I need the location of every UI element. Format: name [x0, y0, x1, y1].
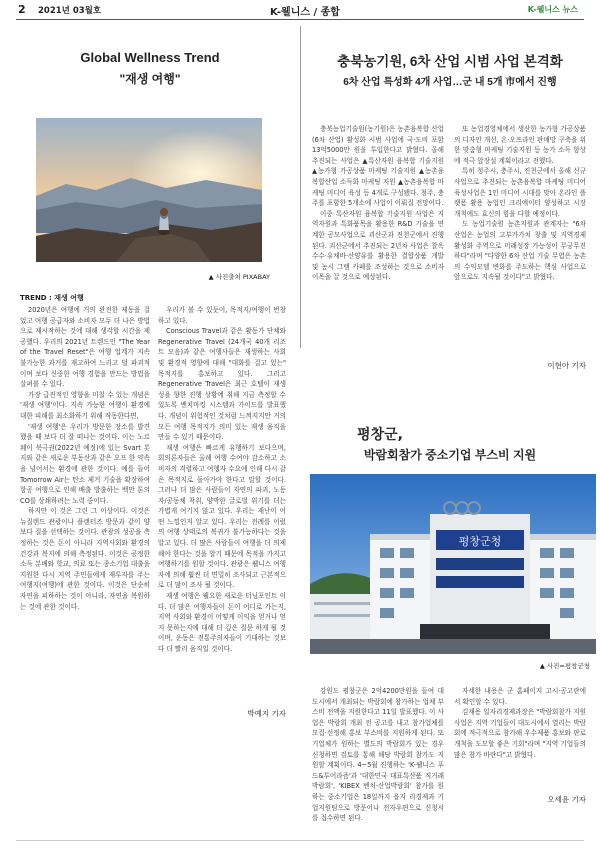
photo-caption: ▲ 사진출처 PIXABAY	[208, 273, 270, 281]
right-top-title: 충북농기원, 6차 산업 시범 사업 본격화	[337, 54, 563, 69]
paragraph: 재생 여행은 빠르게 유행하기 보다으며, 회의론자들은 올해 여행 수여야 감소하고 소비자의 격렬하고 여행자 수요에 인해 다시 같은 목적지로 돌아가야 한다고 말할 것이다. 그러나 더 많은 사람들이 자연의 파괴, 노동자/공동체 착취, 양박한 글로벌 위기를 더는 가볍게 여기지 않고 있다. 우리는 재난이 어떤 느낌인지 알고 있다. 우리는 전례를 이렀의 여행 상태로의 복귀가 불가능하다는 것을 알고 있다. 더 많은 사람들이 여행을 더 의제해야 한다는 것을 알기 때문에 목적을 가지고 여행하기를 원할 것이다. 관광은 웰니스 여행자에 의해 훨씬 더 면밀히 조사되고 근본적으로 더 많이 조사 될 것이다.	[158, 443, 286, 590]
left-col2	[158, 305, 286, 655]
right-top-col2	[454, 124, 586, 283]
right-top-col1	[312, 124, 444, 283]
page-number: 2	[18, 3, 26, 16]
left-col1	[20, 305, 150, 612]
article-tag: TREND : 재생 여행	[20, 294, 84, 302]
paragraph: 이중 특산자원 융복합 기술지원 사업은 지역자원과 특화품목을 활용한 R&D 기술을 연계한 공모사업으로 괴산군과 진천군에서 진행된다. 괴산군에서 추진되는 2년차 사업은 찰옥수수·유채바·산양유를 활용한 결합상품 개발 및 농시 그램 카페를 조성하는 것으로 소비자 이목을 끌 것으로 예상된다.	[312, 209, 444, 282]
paragraph: 강원도 평창군은 2억4200만원을 들여 대도시에서 개최되는 박람회에 참가하는 업체 부스비 전액을 지원한다고 11일 발표했다. 이 사업은 박람회 개최 전 공고를 내고 참가업체를 모집·선정해 홍보 부스비를 지원하게 된다. 또 기업체가 원하는 별도의 박람회가 있는 경우 신청하면 검토를 통해 해당 박람회 참가도 지원할 계획이다. 4~5월 진행하는 'K-웰니스 푸드&투어라즘'과 '대한민국 대표특산품 직거래 박람회', 'KIBEX 벤처·산업박람회' 참가를 원하는 중소기업은 18일까지 읍지 리경제과 기업지원팀으로 방문이나 전자우편으로 신청서를 접수하면 된다.	[312, 687, 444, 823]
section-title: K-웰니스 / 종합	[270, 7, 340, 18]
paragraph: 하지만 이 것은 그린 그 이상이다. 이것은 뉴질랜드 관광이나 플랜터즈 방문과 같이 양보다 질을 선택하는 것이다. 관광의 성공을 측정하는 것은 돈이 아니라 지역사회와 환경의 건강과 복지에 의해 측정된다. 이것은 공정한 소득 분배와 학교, 의료 또는 종소기업 대출을 지원한 다시 지역 주민들에게 재투자를 주는 여행지(여행)에 관한 것이다. 이것은 단순히 자연을 피하하는 것이 아니라, 자연을 복원하는 것에 관한 것이다.	[20, 507, 150, 611]
travel-photo	[36, 118, 262, 262]
right-top-byline: 이현아 기자	[547, 361, 586, 370]
left-article-title: Global Wellness Trend	[80, 50, 220, 65]
issue-date: 2021년 03월호	[38, 6, 102, 16]
right-top-subtitle: 6차 산업 특성화 4개 사업…군 내 5개 市에서 진행	[343, 77, 557, 88]
paragraph: 2020년은 여행에 거의 완전한 제동을 걸었고 여행 공급자와 소비자 모두 더 나은 방법으로 재시작하는 것에 대해 생각할 시간을 제공했다. 우리의 2021년 트렌드인 "The Year of the Travel Reset"은 여행 업계가 지속 불가능한 과거를 재고하여 느리고 덜 파괴적이며 보다 신중한 여행 경험을 만드는 방법을 살펴볼 수 있다.	[20, 306, 150, 389]
left-article-subtitle: "재생 여행"	[119, 72, 181, 86]
paragraph: 재생 여행은 웰요한 새로운 터닝포인트 이다. 더 많은 여행자들이 돈이 어디로 가는지, 지역 사회와 환경이 어떻게 이익을 얻거나 얻지 못하는지에 대해 더 깊은 질문 하게 될 것이며, 운동은 전통주의자들이 기대하는 것보다 더 빨리 움직일 것이다.	[158, 592, 286, 653]
right-bottom-title-line1: 평창군,	[357, 427, 403, 443]
right-bottom-byline: 오세윤 기자	[547, 795, 586, 804]
paragraph: 충북농업기술원(농기원)은 농촌융복합 산업(6차 산업) 활성화 시범 사업에 국·도비 포함 13억5000만 원을 투입한다고 밝혔다. 올해 추진되는 사업은 ▲특산자원 융복합 기술지원 ▲농가형 가공상품 마케팅 기술지원 ▲농촌융복합산업 소득화 마케팅 지원 ▲농촌융복합 마케팅 미디어 육성 등 4개로 구성됐다. 청주, 충주를 포함한 5개소에 사업이 이뤄질 전망이다.	[312, 125, 444, 208]
paragraph: 도 농업기술원 농촌지원과 관계자는 "6차 산업은 농업의 고부가가치 창출 및 지역경제 활성화 주역으로 미래성장 가능성이 무궁무진하다"라며 "다양한 6차 산업 기술 무엽은 농촌의 수익모델 변화를 주도하는 핵심 사업으로 앞으로도 지속될 것이다"고 밝혔다.	[454, 220, 586, 282]
publication-logo: K-웰니스 뉴스	[527, 5, 578, 14]
footer-rule	[16, 840, 584, 841]
right-bottom-col2	[454, 686, 586, 760]
header-rule	[16, 19, 584, 20]
photo-caption: ▲ 사진=평창군청	[539, 662, 590, 670]
paragraph: 또 농업경영체에서 생산한 농가형 가공상품의 디자인 개선, 온·오프라인 판매망 구축을 위한 맞춤형 마케팅 기술지원 등 농가 소득 향상에 적극 앞장설 계획이라고 전했다.	[454, 125, 586, 165]
building-sign: 평창군청	[458, 535, 502, 548]
paragraph: 자세한 내용은 군 홈페이지 고시·공고란에서 확인할 수 있다.	[454, 687, 586, 706]
paragraph: 가장 급진적인 영향을 미칠 수 있는 개념은 '재생 여행'이다. 지속 가능한 여행이 환경에 대한 피해를 최소화하기 위해 작동한다면,	[20, 390, 150, 420]
county-office-photo	[310, 474, 596, 654]
paragraph: '재생 여행'은 우리가 방문한 장소를 발견했을 때 보다 더 잘 떠나는 것이다. 이는 노르웨이 북극권(2022년 예정)에 있는 Svart 롯지와 같은 새로운 부동산과 같은 오프 한 약속을 넘어서는 환경에 관한 것이다. 예를 들어 Tomorrow Air는 탄소 제거 기술을 확장하여 항공 여행으로 인해 배출 방출하는 백만 톤의 CO를 상쇄하려는 노력 중이다.	[20, 422, 150, 505]
page-header	[0, 0, 600, 20]
paragraph: Conscious Travel과 같은 활동가 단체와 Regenerative Travel (24개국 40개 리조트 모음)과 같은 여행사들은 재생하는 사회 및 환경적 영향에 대해 "대화를 걸고 있는" 목적지를 홍보하고 있다. 그리고 Regenerative Travel은 최근 호텔이 재생성을 향한 진행 상황에 취해 지금 측정할 수 있도록 벤치마킹 시스템과 가이드를 발표했다. 개념이 위험적인 것처럼 느껴지지만 거의 모든 여행 목적지가 의미 있는 재생 움직을 만들 수 있기 때문이다.	[158, 327, 286, 442]
right-bottom-title-line2: 박람회참가 중소기업 부스비 지원	[363, 448, 537, 462]
paragraph: 김재용 일자리경제과장은 "박람회참가 지원사업은 지역 기업들이 대도시에서 열리는 박람회에 적극적으로 참가해 우수제품 홍보와 판로개척을 도모할 좋은 기회"라며 "지역 기업들의 많은 참가 바란다"고 밝혔다.	[454, 708, 586, 759]
left-byline: 박예지 기자	[247, 709, 286, 718]
paragraph: 특히 청주시, 충주시, 진천군에서 올해 신규 사업으로 추진되는 농촌융복합 마케팅 미디어 육성사업은 1인 미디어 시대를 맞아 온라인 플랫폼 활용 농업인 크리에이터 양성하고 시장 개척에도 효신의 힘을 다할 예정이다.	[454, 167, 586, 218]
column-divider	[300, 26, 301, 348]
right-bottom-col1	[312, 686, 444, 824]
paragraph: 우리가 볼 수 있듯이, 목적지/여행이 번창하고 있다.	[158, 306, 286, 325]
